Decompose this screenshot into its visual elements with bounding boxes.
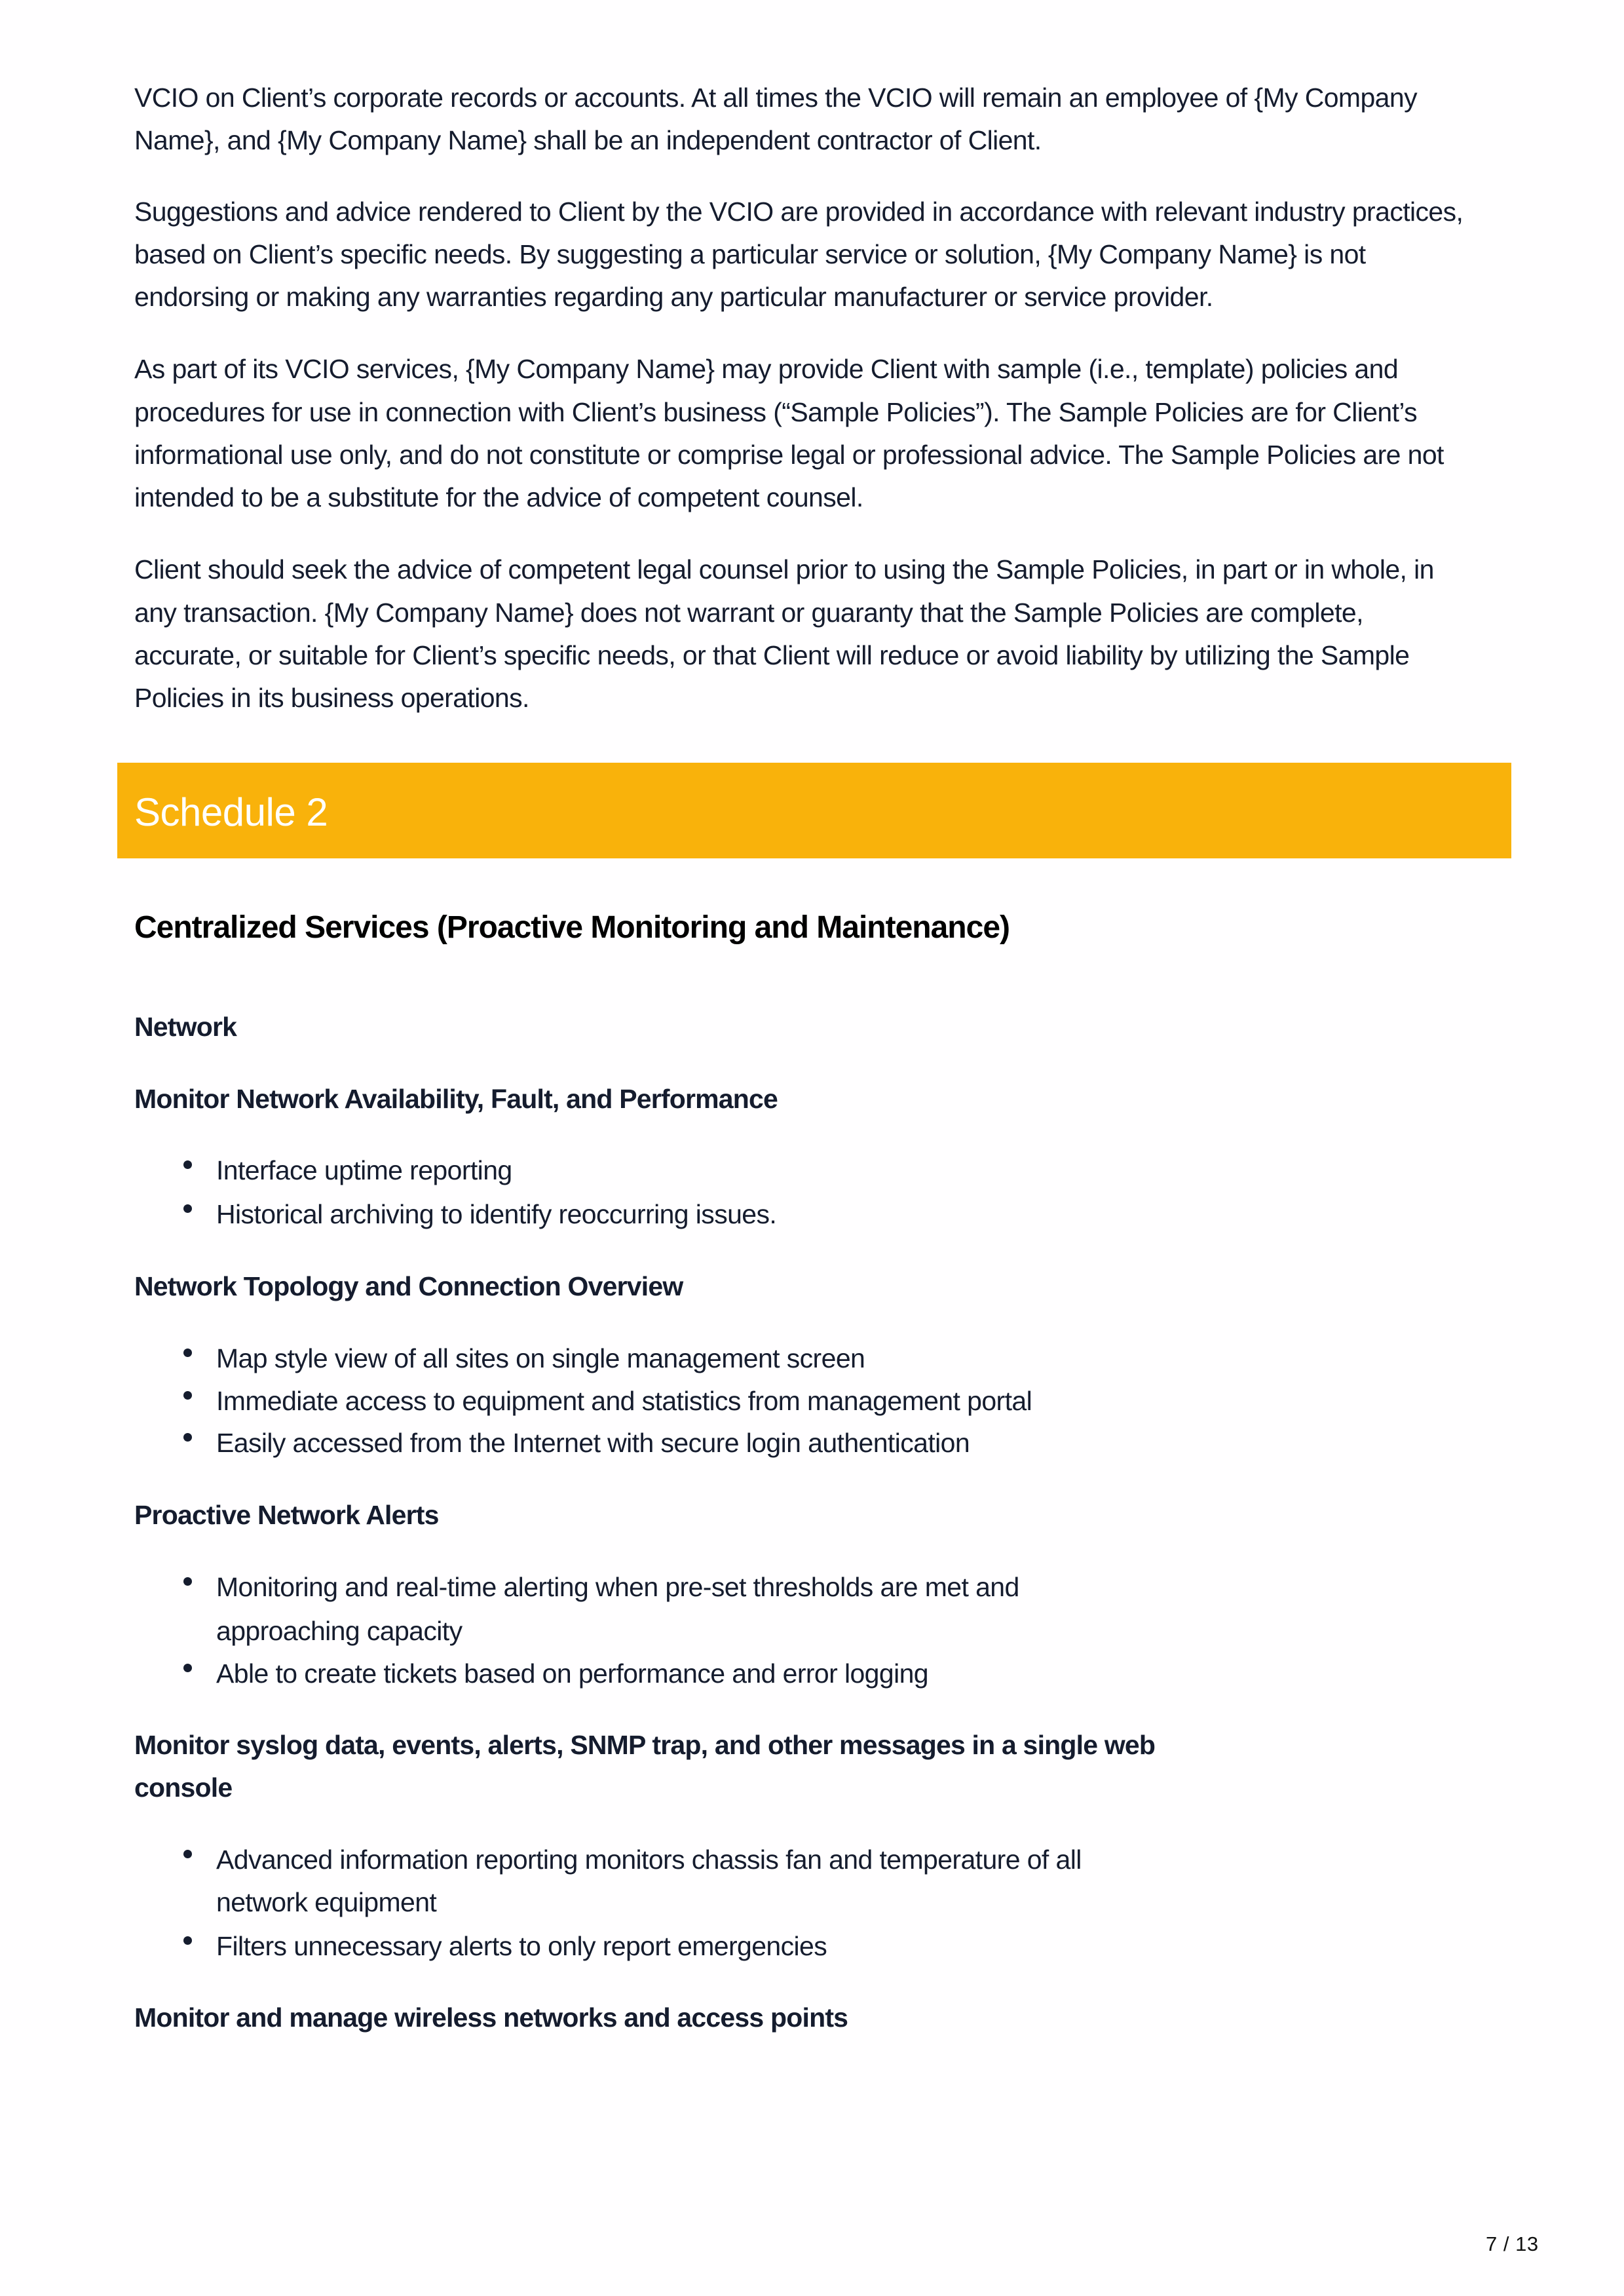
paragraph-4-line-4: Policies in its business operations. — [134, 683, 529, 713]
paragraph-2-line-2: based on Client’s specific needs. By suggesting a particular service or solution, {My Company Name} is not — [134, 239, 1366, 269]
list-item: Able to create tickets based on performance and error logging — [216, 1658, 928, 1689]
subsection-heading-wireless: Monitor and manage wireless networks and access points — [134, 2002, 848, 2033]
paragraph-4-line-3: accurate, or suitable for Client’s specific needs, or that Client will reduce or avoid liability by utilizing the Sample — [134, 640, 1410, 670]
list-item: Interface uptime reporting — [216, 1155, 512, 1185]
list-item: Monitoring and real-time alerting when pre-set thresholds are met and — [216, 1572, 1019, 1602]
paragraph-1-line-2: Name}, and {My Company Name} shall be an independent contractor of Client. — [134, 125, 1042, 155]
bullet-icon — [183, 1577, 192, 1586]
page-number: 7 / 13 — [1486, 2232, 1539, 2255]
schedule-title: Schedule 2 — [134, 790, 328, 834]
bullet-icon — [183, 1433, 192, 1442]
paragraph-3-line-2: procedures for use in connection with Client’s business (“Sample Policies”). The Sample Policies are for Client’s — [134, 397, 1418, 427]
bullet-icon — [183, 1391, 192, 1400]
list-item: Immediate access to equipment and statistics from management portal — [216, 1386, 1032, 1416]
list-item: Map style view of all sites on single management screen — [216, 1343, 865, 1373]
section-heading: Centralized Services (Proactive Monitoring and Maintenance) — [134, 910, 1010, 945]
subsection-heading-availability: Monitor Network Availability, Fault, and Performance — [134, 1084, 778, 1114]
bullet-icon — [183, 1349, 192, 1357]
bullet-icon — [183, 1664, 192, 1672]
list-item-continuation: approaching capacity — [216, 1616, 463, 1646]
paragraph-2-line-3: endorsing or making any warranties regarding any particular manufacturer or service provider. — [134, 282, 1213, 312]
bullet-icon — [183, 1204, 192, 1213]
list-item: Filters unnecessary alerts to only report emergencies — [216, 1931, 827, 1961]
bullet-icon — [183, 1850, 192, 1858]
paragraph-3-line-1: As part of its VCIO services, {My Company Name} may provide Client with sample (i.e., template) policies and — [134, 354, 1399, 384]
category-heading-network: Network — [134, 1012, 237, 1042]
paragraph-4-line-2: any transaction. {My Company Name} does not warrant or guaranty that the Sample Policies are complete, — [134, 598, 1363, 628]
paragraph-3-line-3: informational use only, and do not constitute or comprise legal or professional advice. The Sample Policies are not — [134, 440, 1444, 470]
paragraph-2-line-1: Suggestions and advice rendered to Client by the VCIO are provided in accordance with relevant industry practices, — [134, 197, 1463, 227]
list-item: Easily accessed from the Internet with secure login authentication — [216, 1428, 970, 1458]
list-item: Historical archiving to identify reoccurring issues. — [216, 1199, 777, 1229]
subsection-heading-topology: Network Topology and Connection Overview — [134, 1271, 683, 1301]
schedule-banner — [117, 763, 1511, 858]
bullet-icon — [183, 1936, 192, 1945]
paragraph-1-line-1: VCIO on Client’s corporate records or accounts. At all times the VCIO will remain an employee of {My Company — [134, 83, 1417, 113]
paragraph-4-line-1: Client should seek the advice of competent legal counsel prior to using the Sample Policies, in part or in whole, in — [134, 554, 1434, 584]
subsection-heading-syslog-continuation: console — [134, 1772, 233, 1803]
subsection-heading-alerts: Proactive Network Alerts — [134, 1500, 439, 1530]
list-item-continuation: network equipment — [216, 1887, 437, 1917]
list-item: Advanced information reporting monitors chassis fan and temperature of all — [216, 1845, 1082, 1875]
subsection-heading-syslog: Monitor syslog data, events, alerts, SNMP trap, and other messages in a single web — [134, 1730, 1156, 1760]
paragraph-3-line-4: intended to be a substitute for the advice of competent counsel. — [134, 482, 863, 512]
bullet-icon — [183, 1160, 192, 1169]
